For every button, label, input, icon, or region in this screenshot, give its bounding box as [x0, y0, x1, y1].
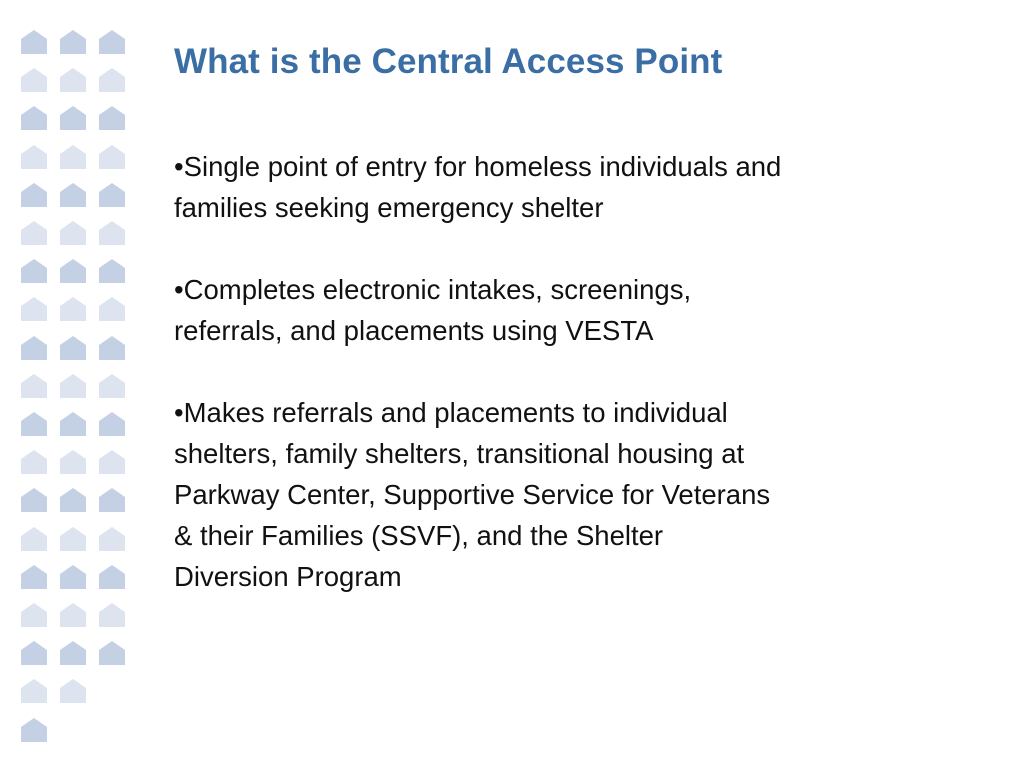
bullet-line: referrals, and placements using VESTA	[174, 315, 654, 346]
house-icon	[99, 527, 125, 551]
bullet-line: Diversion Program	[174, 561, 402, 592]
house-icon	[99, 106, 125, 130]
house-icon	[60, 30, 86, 54]
house-icon	[60, 488, 86, 512]
house-icon	[21, 641, 47, 665]
house-icon	[99, 374, 125, 398]
house-icon	[99, 297, 125, 321]
house-icon	[60, 450, 86, 474]
house-icon	[60, 412, 86, 436]
house-icon	[21, 68, 47, 92]
house-icon	[21, 603, 47, 627]
house-icon	[60, 106, 86, 130]
bullet-line: Parkway Center, Supportive Service for Veterans	[174, 479, 771, 510]
bullet-list	[174, 146, 954, 597]
house-icon	[99, 68, 125, 92]
bullet-line: & their Families (SSVF), and the Shelter	[174, 520, 664, 551]
bullet-item	[174, 269, 954, 351]
house-icon	[21, 106, 47, 130]
house-icon	[60, 565, 86, 589]
house-icon	[99, 488, 125, 512]
house-icon	[21, 412, 47, 436]
house-icon	[21, 718, 47, 742]
house-icon	[99, 412, 125, 436]
bullet-item	[174, 146, 954, 228]
house-icon	[60, 527, 86, 551]
house-icon	[60, 679, 86, 703]
house-icon	[60, 221, 86, 245]
house-icon	[21, 259, 47, 283]
house-icon	[21, 336, 47, 360]
house-icon	[60, 145, 86, 169]
house-icon	[99, 259, 125, 283]
bullet-line: families seeking emergency shelter	[174, 192, 604, 223]
house-icon	[21, 221, 47, 245]
house-icon	[99, 336, 125, 360]
house-icon	[21, 450, 47, 474]
house-icon	[21, 679, 47, 703]
house-icon	[60, 259, 86, 283]
house-icon	[99, 603, 125, 627]
house-icon	[60, 297, 86, 321]
bullet-line: •Makes referrals and placements to individual	[174, 397, 728, 428]
house-icon	[21, 297, 47, 321]
house-icon	[21, 374, 47, 398]
slide-title: What is the Central Access Point	[174, 42, 723, 81]
house-icon	[21, 30, 47, 54]
house-icon	[99, 30, 125, 54]
house-icon	[60, 68, 86, 92]
house-icon	[99, 565, 125, 589]
house-icon	[99, 183, 125, 207]
house-icon	[99, 450, 125, 474]
bullet-item	[174, 392, 954, 597]
house-icon	[21, 145, 47, 169]
house-icon-pattern	[21, 30, 131, 750]
house-icon	[60, 641, 86, 665]
house-icon	[21, 527, 47, 551]
house-icon	[99, 641, 125, 665]
house-icon	[21, 183, 47, 207]
bullet-line: •Completes electronic intakes, screenings,	[174, 274, 692, 305]
house-icon	[60, 374, 86, 398]
house-icon	[60, 336, 86, 360]
house-icon	[60, 603, 86, 627]
house-icon	[21, 565, 47, 589]
bullet-line: •Single point of entry for homeless individuals and	[174, 151, 782, 182]
bullet-line: shelters, family shelters, transitional housing at	[174, 438, 745, 469]
house-icon	[60, 183, 86, 207]
house-icon	[99, 221, 125, 245]
house-icon	[99, 145, 125, 169]
house-icon	[21, 488, 47, 512]
